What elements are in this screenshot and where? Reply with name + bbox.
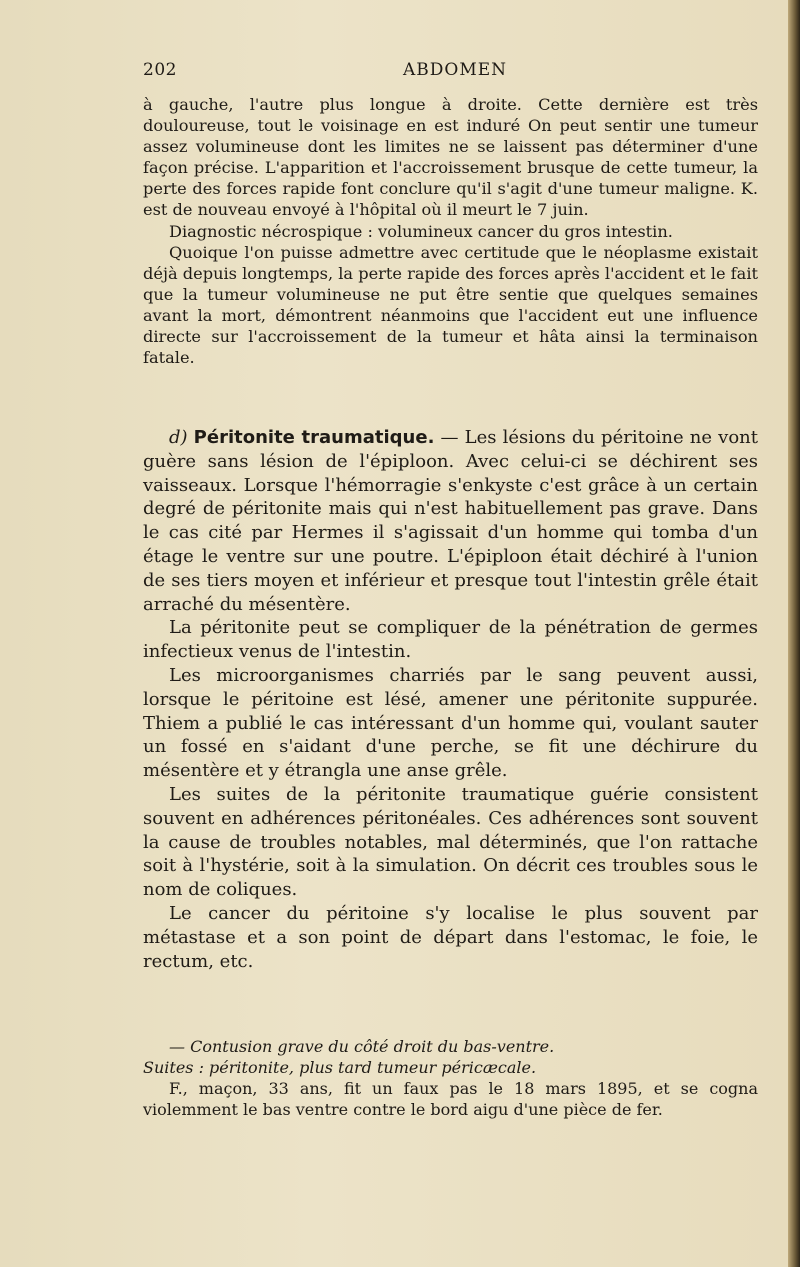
case-text: F., maçon, 33 ans, fit un faux pas le 18 mars 1895, et se cogna violemment le bas ventre contre le bord aigu d'une pièce de fer. — [143, 1079, 758, 1119]
case-title: — Contusion grave du côté droit du bas-ventre. — [169, 1037, 555, 1056]
heading-dash: — — [434, 427, 465, 448]
section-d-first-paragraph — [143, 426, 758, 616]
section-top — [143, 94, 758, 368]
case-suites: Suites : péritonite, plus tard tumeur péricæcale. — [143, 1058, 537, 1077]
paragraph: Les microorganismes charriés par le sang peuvent aussi, lorsque le péritoine est lésé, amener une péritonite suppurée. Thiem a publié le cas intéressant d'un homme qui, voulant sauter un fossé en s'aidant d'une perche, se fit une déchirure du mésentère et y étrangla une anse grêle. — [143, 664, 758, 782]
running-title: ABDOMEN — [403, 60, 508, 80]
running-header — [143, 60, 758, 84]
paragraph: Les suites de la péritonite traumatique guérie consistent souvent en adhérences péritonéales. Ces adhérences sont souvent la cause de troubles notables, mal déterminés, que l'on rattache soit à l'hystérie, soit à la simulation. On décrit ces troubles sous le nom de coliques. — [143, 783, 758, 901]
paragraph: à gauche, l'autre plus longue à droite. Cette dernière est très douloureuse, tout le voisinage en est induré On peut sentir une tumeur assez volumineuse dont les limites ne se laissent pas déterminer d'une façon précise. L'apparition et l'accroissement brusque de cette tumeur, la perte des forces rapide font conclure qu'il s'agit d'une tumeur maligne. K. est de nouveau envoyé à l'hôpital où il meurt le 7 juin. — [143, 95, 758, 220]
paragraph-text: Les lésions du péritoine ne vont guère sans lésion de l'épiploon. Avec celui-ci se déchirent ses vaisseaux. Lorsque l'hémorragie s'enkyste c'est grâce à un certain degré de péritonite mais qui n'est habituellement pas grave. Dans le cas cité par Hermes il s'agissait d'un homme qui tomba d'un étage le ventre sur une poutre. L'épiploon était déchiré à l'union de ses tiers moyen et inférieur et presque tout l'intestin grêle était arraché du mésentère. — [143, 427, 758, 615]
paragraph: Diagnostic nécrospique : volumineux cancer du gros intestin. — [169, 221, 673, 241]
paragraph: Le cancer du péritoine s'y localise le plus souvent par métastase et a son point de départ dans l'estomac, le foie, le rectum, etc. — [143, 902, 758, 972]
section-heading: Péritonite traumatique. — [193, 427, 435, 448]
section-d — [143, 426, 758, 973]
paragraph: La péritonite peut se compliquer de la pénétration de germes infectieux venus de l'intestin. — [143, 617, 758, 663]
page-number: 202 — [143, 60, 177, 80]
section-label: d) — [169, 427, 188, 448]
page-edge-shadow — [788, 0, 800, 1267]
case-report — [143, 1036, 758, 1120]
paragraph: Quoique l'on puisse admettre avec certitude que le néoplasme existait déjà depuis longtemps, la perte rapide des forces après l'accident et le fait que la tumeur volumineuse ne put être sentie que quelques semaines avant la mort, démontrent néanmoins que l'accident eut une influence directe sur l'accroissement de la tumeur et hâta ainsi la terminaison fatale. — [143, 242, 758, 368]
